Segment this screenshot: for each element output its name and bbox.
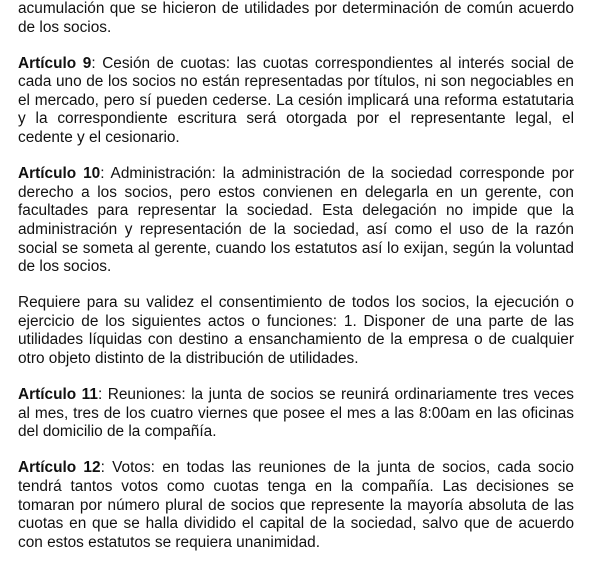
paragraph-continuation — [18, 0, 574, 37]
paragraph-text: acumulación que se hicieron de utilidades por determinación de común acuerdo de los socios. — [18, 0, 574, 36]
article-heading: Artículo 10 — [18, 165, 101, 183]
article-heading: Artículo 11 — [18, 386, 98, 404]
paragraph-text: Requiere para su validez el consentimiento de todos los socios, la ejecución o ejercicio de los siguientes actos o funciones: 1. Disponer de una parte de las utilidades líquidas con destino a ensanchamiento de la empresa o de cualquier otro objeto distinto de la distribución de utilidades. — [18, 294, 574, 367]
article-heading: Artículo 9 — [18, 54, 92, 72]
article-10 — [18, 165, 574, 277]
article-11 — [18, 386, 574, 442]
paragraph-text: : Reuniones: la junta de socios se reunirá ordinariamente tres veces al mes, tres de los cuatro viernes que posee el mes a las 8:00am en las oficinas del domicilio de la compañía. — [18, 386, 574, 441]
article-10-requirements — [18, 294, 574, 368]
article-heading: Artículo 12 — [18, 459, 101, 477]
paragraph-text: : Cesión de cuotas: las cuotas correspondientes al interés social de cada uno de los socios no están representadas por títulos, ni son negociables en el mercado, pero sí pueden cederse. La cesión implicará una reforma estatutaria y la correspondiente escritura será otorgada por el representante legal, el cedente y el cesionario. — [18, 54, 574, 147]
article-12 — [18, 459, 574, 552]
document-body — [18, 0, 574, 570]
paragraph-text: : Votos: en todas las reuniones de la junta de socios, cada socio tendrá tantos votos como cuotas tenga en la compañía. Las decisiones se tomaran por número plural de socios que represente la mayoría absoluta de las cuotas en que se halla dividido el capital de la sociedad, salvo que de acuerdo con estos estatutos se requiera unanimidad. — [18, 459, 574, 551]
article-9 — [18, 55, 574, 148]
paragraph-text: : Administración: la administración de la sociedad corresponde por derecho a los socios, pero estos convienen en delegarla en un gerente, con facultades para representar la sociedad. Esta delegación no impide que la administración y representación de la sociedad, así como el uso de la razón social se someta al gerente, cuando los estatutos así lo exijan, según la voluntad de los socios. — [18, 165, 574, 276]
